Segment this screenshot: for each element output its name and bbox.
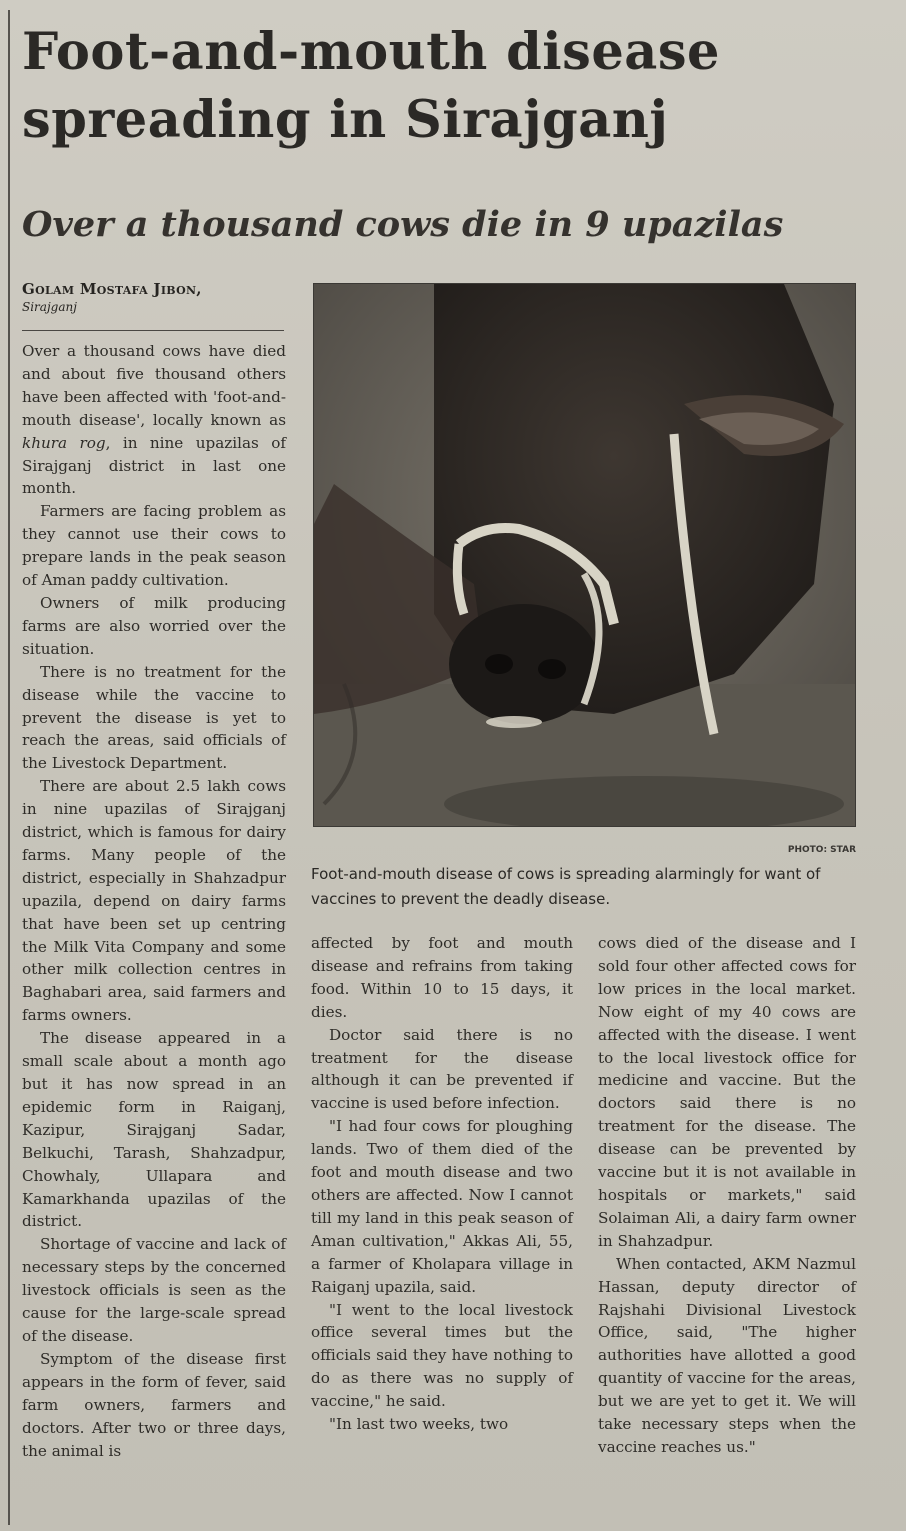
paragraph-1	[22, 340, 286, 500]
paragraph-9: Doctor said there is no treatment for the disease although it can be prevented if vaccine is used before infection.	[311, 1025, 573, 1113]
byline	[22, 280, 282, 314]
column-rule	[8, 10, 10, 1525]
paragraph-13: When contacted, AKM Nazmul Hassan, deputy director of Rajshahi Divisional Livestock Office, said, "The higher authorities have allotted a good quantity of vaccine for the areas, but we are yet to get it. We will take necessary steps when the vaccine reaches us."	[598, 1254, 856, 1456]
paragraph-5: There are about 2.5 lakh cows in nine upazilas of Sirajganj district, which is famous for dairy farms. Many people of the district, especially in Shahzadpur upazila, depend on dairy farms that have been set up centring the Milk Vita Company and some other milk collection centres in Baghabari area, said farmers and farms owners.	[22, 777, 286, 1025]
cow-photo-illustration	[314, 284, 855, 826]
cow-photo	[313, 283, 856, 827]
paragraph-1-italic: khura rog	[22, 433, 106, 452]
paragraph-8: Symptom of the disease first appears in the form of fever, said farm owners, farmers and doctors. After two or three days, the animal is	[22, 1349, 286, 1460]
paragraph-2: Farmers are facing problem as they cannot use their cows to prepare lands in the peak season of Aman paddy cultivation.	[22, 502, 286, 590]
paragraph-11: "I went to the local livestock office several times but the officials said they have nothing to do as there was no supply of vaccine," he said.	[311, 1300, 573, 1411]
byline-place: Sirajganj	[22, 300, 77, 314]
paragraph-12-continued: cows died of the disease and I sold four other affected cows for low prices in the local market. Now eight of my 40 cows are affected with the disease. I went to the local livestock office for medicine and vaccine. But the doctors said there is no treatment for the disease. The disease can be prevented by vaccine but it is not available in hospitals or markets," said Solaiman Ali, a dairy farm owner in Shahzadpur.	[598, 934, 856, 1250]
paragraph-10: "I had four cows for ploughing lands. Two of them died of the foot and mouth disease and two others are affected. Now I cannot till my land in this peak season of Aman cultivation," Akkas Ali, 55, a farmer of Kholapara village in Raiganj upazila, said.	[311, 1117, 573, 1296]
article-column-2	[311, 932, 573, 1436]
paragraph-7: Shortage of vaccine and lack of necessary steps by the concerned livestock officials is seen as the cause for the large-scale spread of the disease.	[22, 1235, 286, 1345]
subheadline: Over a thousand cows die in 9 upazilas	[22, 204, 784, 245]
headline-line-1: Foot-and-mouth disease	[22, 22, 720, 82]
byline-name: Golam Mostafa Jibon,	[22, 280, 202, 298]
paragraph-1-text: Over a thousand cows have died and about five thousand others have been affected with 'foot-and-mouth disease', locally known as	[22, 342, 286, 429]
headline	[22, 18, 892, 154]
photo-caption: Foot-and-mouth disease of cows is spreading alarmingly for want of vaccines to prevent the deadly disease.	[311, 865, 821, 908]
paragraph-3: Owners of milk producing farms are also worried over the situation.	[22, 593, 286, 658]
headline-line-2: spreading in Sirajganj	[22, 90, 669, 150]
paragraph-6: The disease appeared in a small scale about a month ago but it has now spread in an epidemic form in Raiganj, Kazipur, Sirajganj Sadar, Belkuchi, Tarash, Shahzadpur, Chowhaly, Ullapara and Kamarkhanda upazilas of the district.	[22, 1029, 286, 1231]
paragraph-8-continued: affected by foot and mouth disease and refrains from taking food. Within 10 to 15 days, it dies.	[311, 934, 573, 1021]
byline-divider	[22, 330, 284, 331]
photo-credit: PHOTO: STAR	[787, 845, 856, 855]
paragraph-1-text-end: , in nine upazilas of Sirajganj district in last one month.	[22, 433, 286, 498]
article-column-1	[22, 340, 286, 1462]
paragraph-4: There is no treatment for the disease while the vaccine to prevent the disease is yet to reach the areas, said officials of the Livestock Department.	[22, 662, 286, 773]
paragraph-12: "In last two weeks, two	[329, 1415, 509, 1434]
article-column-3	[598, 932, 856, 1459]
